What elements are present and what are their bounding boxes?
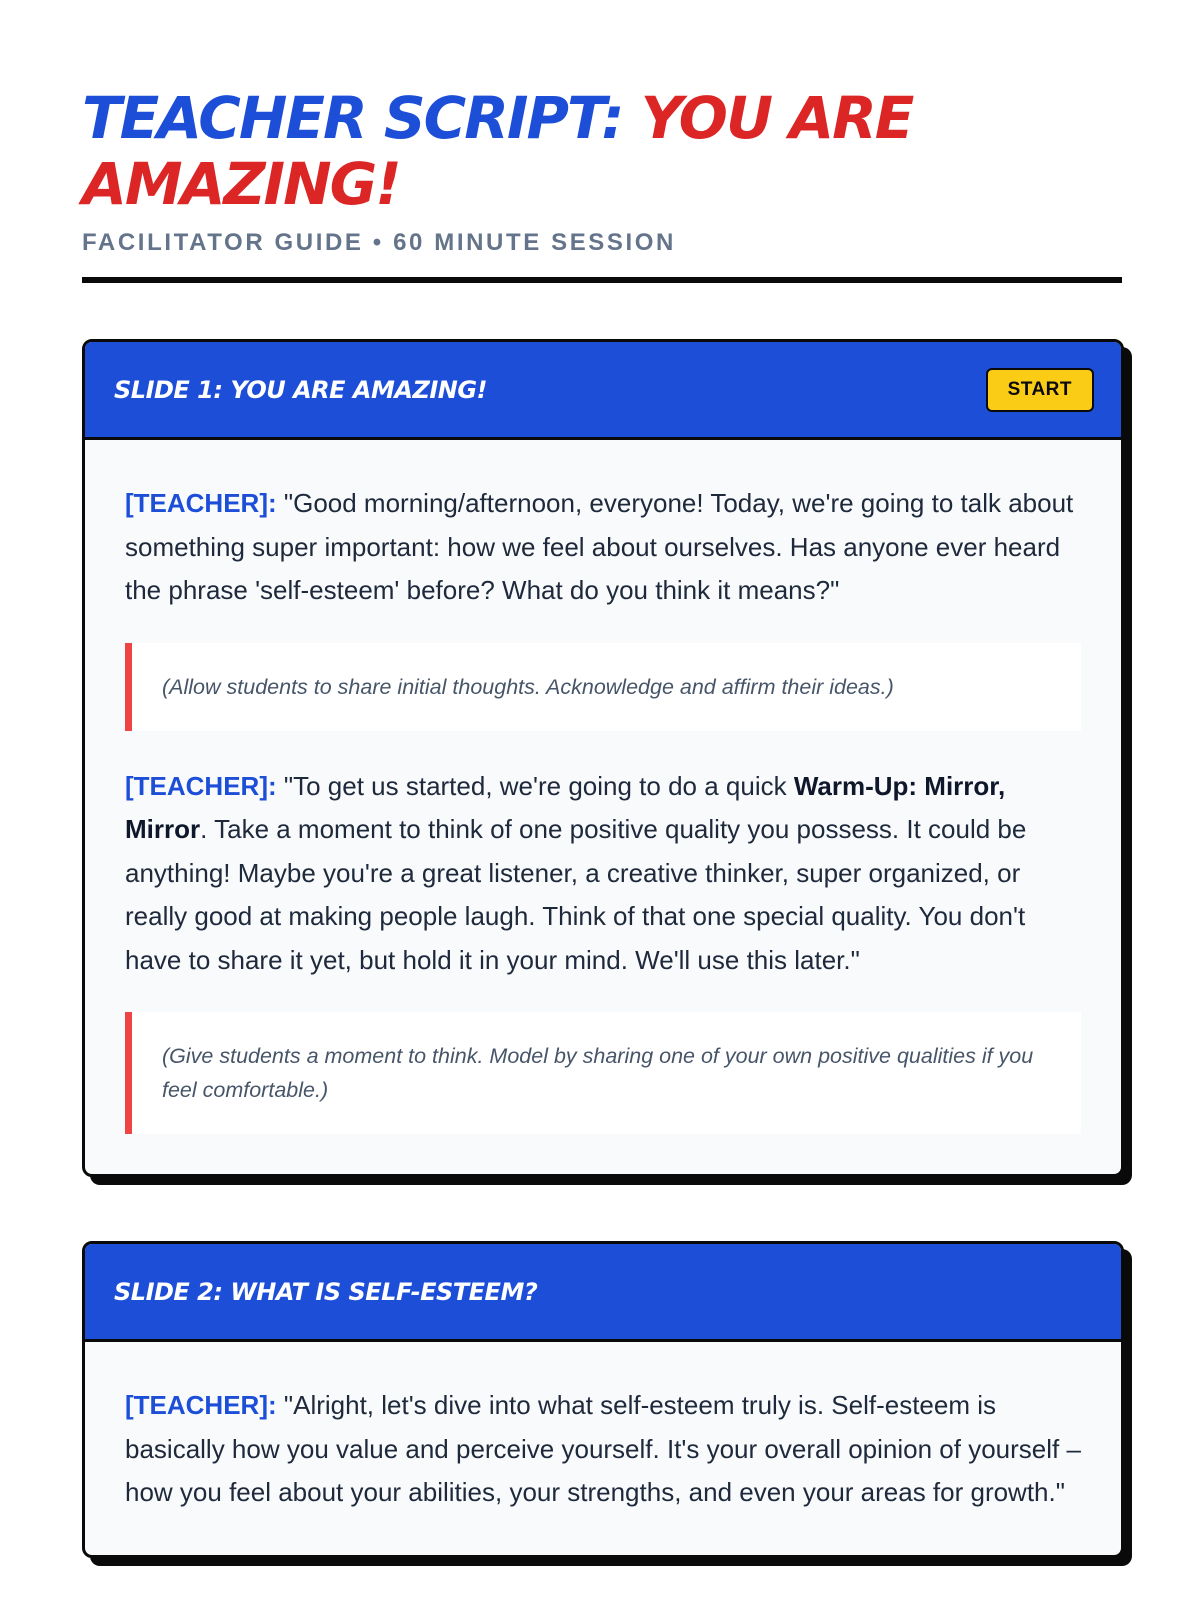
- speaker-label: [TEACHER]:: [125, 488, 277, 518]
- slide-body: [85, 440, 1121, 1174]
- title-part-primary: TEACHER SCRIPT:: [82, 84, 641, 152]
- facilitator-note: (Allow students to share initial thoughts. Acknowledge and affirm their ideas.): [125, 643, 1081, 731]
- start-badge: START: [986, 368, 1094, 412]
- teacher-line-text: . Take a moment to think of one positive quality you possess. It could be anything! Maybe you're a great listener, a creative thinker, super organized, or really good at making people laugh. Think of that one special quality. You don't have to share it yet, but hold it in your mind. We'll use this later.": [125, 814, 1027, 975]
- page: [82, 0, 1122, 1558]
- teacher-line-text: "Good morning/afternoon, everyone! Today, we're going to talk about something super important: how we feel about ourselves. Has anyone ever heard the phrase 'self-esteem' before? What do you think it means?": [125, 488, 1074, 605]
- header-divider: [82, 277, 1122, 283]
- teacher-line: [125, 765, 1081, 983]
- slide-body: [85, 1342, 1121, 1555]
- speaker-label: [TEACHER]:: [125, 770, 277, 801]
- teacher-line: [125, 482, 1081, 613]
- slide-card-1: [82, 339, 1124, 1177]
- page-subtitle: FACILITATOR GUIDE • 60 MINUTE SESSION: [82, 229, 676, 256]
- page-title: [82, 85, 982, 217]
- activity-name: Warm-Up: Mirror, Mirror: [125, 770, 1006, 844]
- slide-header: [85, 342, 1121, 440]
- slide-header: [85, 1244, 1121, 1342]
- title-part-accent: YOU ARE AMAZING!: [82, 84, 913, 218]
- slide-title: SLIDE 1: YOU ARE AMAZING!: [114, 375, 487, 404]
- slide-title: SLIDE 2: WHAT IS SELF-ESTEEM?: [114, 1277, 538, 1306]
- teacher-line-text: "To get us started, we're going to do a quick: [276, 770, 794, 801]
- speaker-label: [TEACHER]:: [125, 1390, 277, 1420]
- slide-card-2: [82, 1241, 1124, 1558]
- document-header: [82, 0, 1122, 283]
- facilitator-note: (Give students a moment to think. Model by sharing one of your own positive qualities if you feel comfortable.): [125, 1012, 1081, 1134]
- teacher-line-text: "Alright, let's dive into what self-esteem truly is. Self-esteem is basically how you value and perceive yourself. It's your overall opinion of yourself – how you feel about your abilities, your strengths, and even your areas for growth.": [125, 1390, 1081, 1507]
- teacher-line: [125, 1384, 1081, 1515]
